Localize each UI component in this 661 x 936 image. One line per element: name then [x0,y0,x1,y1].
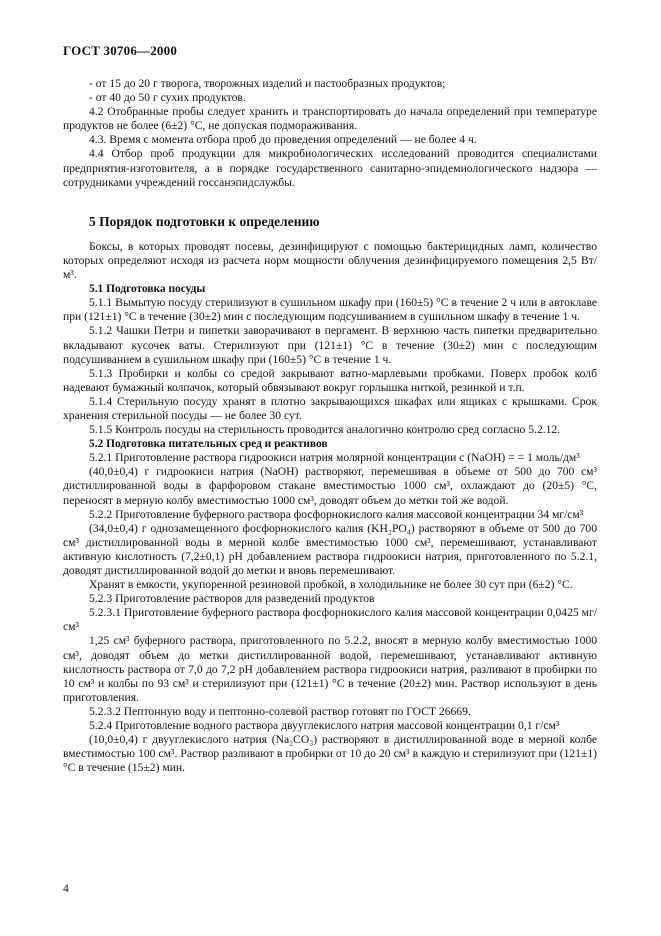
paragraph: 5.2.3.1 Приготовление буферного раствора фосфорнокислого калия массовой концентрации 0,0425 мг/см³ [63,606,597,634]
subsection-heading: 5.1 Подготовка посуды [89,283,206,296]
paragraph: 5.1.3 Пробирки и колбы со средой закрывают ватно-марлевыми пробками. Поверх пробок колб надевают бумажный колпачок, который обвязывают вокруг горлышка ниткой, резинкой и т.п. [63,366,597,394]
paragraph: - от 15 до 20 г творога, творожных изделий и пастообразных продуктов; [89,77,446,90]
paragraph: 5.2.4 Приготовление водного раствора двууглекислого натрия массовой концентрации 0,1 г/см³ [89,719,560,733]
paragraph: (40,0±0,4) г гидроокиси натрия (NaOH) растворяют, перемешивая в объеме от 500 до 700 см³ дистиллированной воды в фарфоровом стакане вместимостью 1000 см³, охлаждают до (20±5) °С, переносят в мерную колбу вместимостью 1000 см³, доводят объем до метки той же водой. [63,465,597,507]
document-body [63,77,597,775]
subsection-heading: 5.2 Подготовка питательных сред и реактивов [89,438,328,451]
paragraph: 5.1.1 Вымытую посуду стерилизуют в сушильном шкафу при (160±5) °С в течение 2 ч или в автоклаве при (121±1) °С в течение (30±2) мин с последующим подсушиванием в сушильном шкафу в течение 1 ч. [63,296,597,324]
paragraph: 1,25 см³ буферного раствора, приготовленного по 5.2.2, вносят в мерную колбу вместимостью 1000 см³, доводят объем до метки дистиллированной водой, перемешивают, устанавливают активную кислотность раствора от 7,0 до 7,2 рН добавлением раствора гидроокиси натрия, разливают в пробирки по 10 см³ и колбы по 93 см³ и стерилизуют при (121±1) °С в течение (20±2) мин. Раствор используют в день приготовления. [63,634,597,704]
paragraph: 5.2.1 Приготовление раствора гидроокиси натрия молярной концентрации c (NaOH) = = 1 моль/дм³ [89,451,580,465]
paragraph: Боксы, в которых проводят посевы, дезинфицируют с помощью бактерицидных ламп, количество которых определяют исходя из расчета норм мощности облучения дезинфицируемого помещения 2,5 Вт/м³. [63,239,597,282]
paragraph: Хранят в емкости, укупоренной резиновой пробкой, в холодильнике не более 30 сут при (6±2) °С. [89,578,573,592]
paragraph: 4.2 Отобранные пробы следует хранить и транспортировать до начала определений при температуре продуктов не более (6±2) °С, не допуская подмораживания. [63,105,597,133]
paragraph: - от 40 до 50 г сухих продуктов. [89,91,246,105]
paragraph: 5.1.2 Чашки Петри и пипетки заворачивают в пергамент. В верхнюю часть пипетки предварительно вкладывают кусочек ваты. Стерилизуют при (121±1) °С в течение (30±2) мин с последующим подсушиванием в сушильном шкафу при (160±5) °С в течение 1 ч. [63,324,597,366]
paragraph: 4.3. Время с момента отбора проб до проведения определений — не более 4 ч. [89,133,477,147]
paragraph: 5.2.3.2 Пептонную воду и пептонно-солевой раствор готовят по ГОСТ 26669. [89,704,471,718]
paragraph: (10,0±0,4) г двууглекислого натрия (Na₂CO₃) растворяют в дистиллированной воде в мерной колбе вместимостью 100 см³. Раствор разливают в пробирки от 10 до 20 см³ в каждую и стерилизуют при (121±1) °С в течение (15±2) мин. [63,733,597,775]
paragraph: 5.1.4 Стерильную посуду хранят в плотно закрывающихся шкафах или ящиках с крышками. Срок хранения стерильной посуды — не более 30 сут. [63,394,597,422]
paragraph: (34,0±0,4) г однозамещенного фосфорнокислого калия (KH₂PO₄) растворяют в объеме от 500 до 700 см³ дистиллированной воды в мерной колбе вместимостью 1000 см³, перемешивают, устанавливают активную кислотность (7,2±0,1) рН добавлением раствора гидроокиси натрия, приготовленного по 5.2.1, доводят дистиллированной водой до метки и вновь перемешивают. [63,521,597,577]
page-number: 4 [63,882,69,895]
paragraph: 5.1.5 Контроль посуды на стерильность проводится аналогично контролю сред согласно 5.2.12. [89,423,561,437]
paragraph: 5.2.3 Приготовление растворов для разведений продуктов [89,592,375,606]
document-header: ГОСТ 30706—2000 [63,43,178,58]
section-heading: 5 Порядок подготовки к определению [89,213,320,229]
paragraph: 5.2.2 Приготовление буферного раствора фосфорнокислого калия массовой концентрации 34 мг/см³ [89,507,584,521]
paragraph: 4.4 Отбор проб продукции для микробиологических исследований проводится специалистами предприятия-изготовителя, а в порядке государственного санитарно-эпидемиологического надзора — сотрудниками учреждений госсанэпидслужбы. [63,147,597,189]
